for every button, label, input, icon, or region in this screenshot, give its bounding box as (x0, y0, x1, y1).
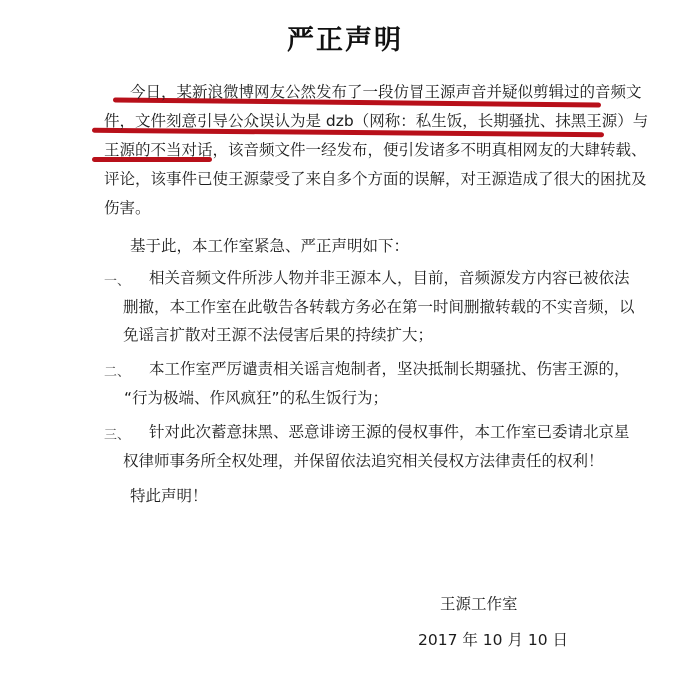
intro-line-2: 件，文件刻意引导公众误认为是 dzb（网称：私生饭，长期骚扰、抹黑王源）与 (104, 112, 649, 130)
item-1-line-3: 免谣言扩散对王源不法侵害后果的持续扩大； (123, 326, 434, 344)
item-1-line-1: 相关音频文件所涉人物并非王源本人，目前，音频源发方内容已被依法 (149, 269, 630, 287)
item-3-line-2: 权律师事务所全权处理，并保留依法追究相关侵权方法律责任的权利！ (123, 452, 604, 470)
preface: 基于此，本工作室紧急、严正声明如下： (130, 237, 410, 255)
intro-line-5: 伤害。 (104, 199, 151, 217)
signature: 王源工作室 (440, 595, 518, 613)
document-title: 严正声明 (287, 25, 403, 56)
date: 2017 年 10 月 10 日 (418, 631, 569, 649)
item-number-3: 三、 (104, 428, 131, 443)
item-number-1: 一、 (104, 274, 131, 289)
intro-line-1: 今日，某新浪微博网友公然发布了一段仿冒王源声音并疑似剪辑过的音频文 (130, 83, 642, 101)
intro-line-4: 评论，该事件已使王源蒙受了来自多个方面的误解，对王源造成了很大的困扰及 (104, 170, 647, 188)
item-1-line-2: 删撤，本工作室在此敬告各转载方务必在第一时间删撤转载的不实音频，以 (123, 298, 635, 316)
item-2-line-2: “行为极端、作风疯狂”的私生饭行为； (124, 389, 389, 407)
item-2-line-1: 本工作室严厉谴责相关谣言炮制者，坚决抵制长期骚扰、伤害王源的， (149, 360, 630, 378)
item-number-2: 二、 (104, 365, 131, 380)
closing-statement: 特此声明！ (130, 487, 208, 505)
item-3-line-1: 针对此次蓄意抹黑、恶意诽谤王源的侵权事件，本工作室已委请北京星 (149, 423, 630, 441)
intro-line-3: 王源的不当对话，该音频文件一经发布，便引发诸多不明真相网友的大肆转载、 (104, 141, 647, 159)
